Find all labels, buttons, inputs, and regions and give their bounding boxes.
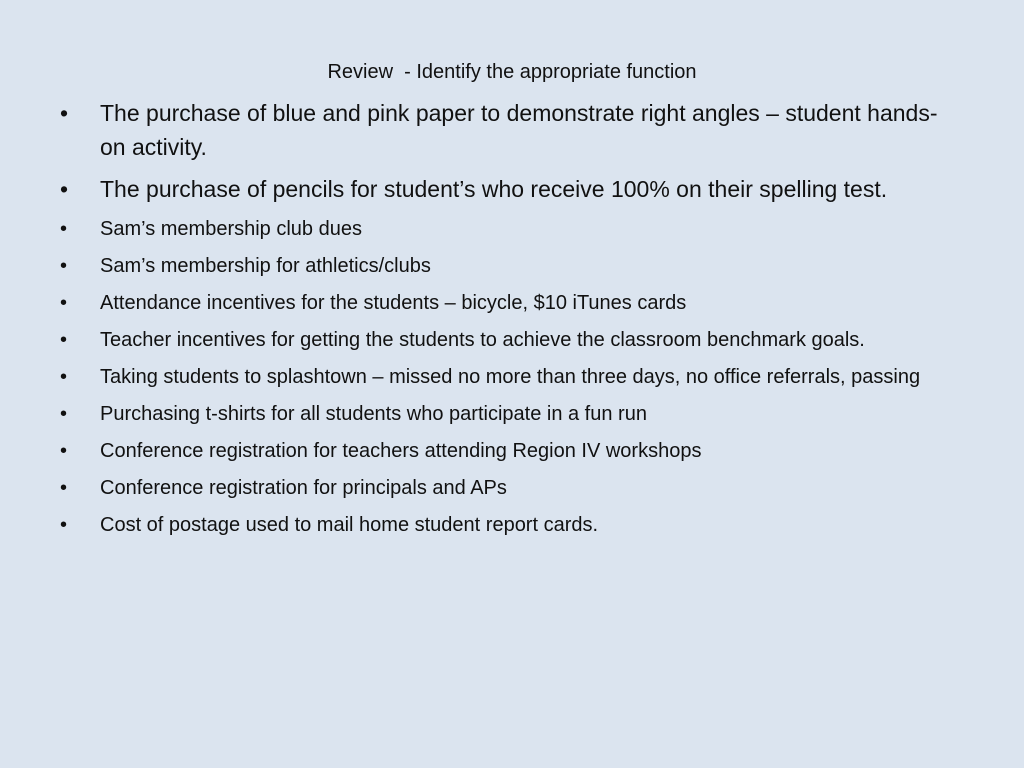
list-item [56,436,956,467]
list-item-text: The purchase of blue and pink paper to demonstrate right angles – student hands-on activity. [100,100,938,160]
list-item [56,172,956,206]
list-item-text: Taking students to splashtown – missed no more than three days, no office referrals, passing [100,366,921,388]
list-item [56,399,956,430]
list-item [56,473,956,504]
list-item [56,96,956,164]
bullet-icon: • [60,366,68,388]
list-item-text: Attendance incentives for the students – bicycle, $10 iTunes cards [100,292,687,314]
slide-title: Review - Identify the appropriate function [327,61,697,83]
list-item-text: Conference registration for principals and APs [100,477,507,499]
bullet-icon: • [60,477,68,499]
bullet-icon: • [60,514,68,536]
list-item-text: Purchasing t-shirts for all students who participate in a fun run [100,403,647,425]
list-item [56,251,956,282]
bullet-icon: • [60,176,69,202]
list-item [56,325,956,356]
bullet-icon: • [60,403,68,425]
list-item [56,288,956,319]
bullet-icon: • [60,440,68,462]
bullet-icon: • [60,255,68,277]
bullet-list [56,96,956,547]
bullet-icon: • [60,100,69,126]
list-item-text: Sam’s membership for athletics/clubs [100,255,431,277]
list-item-text: Conference registration for teachers attending Region IV workshops [100,440,702,462]
bullet-icon: • [60,218,68,240]
list-item [56,510,956,541]
list-item-text: The purchase of pencils for student’s who receive 100% on their spelling test. [100,176,888,202]
list-item [56,214,956,245]
list-item-text: Cost of postage used to mail home student report cards. [100,514,599,536]
bullet-icon: • [60,329,68,351]
list-item-text: Teacher incentives for getting the students to achieve the classroom benchmark goals. [100,329,865,351]
bullet-icon: • [60,292,68,314]
list-item [56,362,956,393]
list-item-text: Sam’s membership club dues [100,218,362,240]
